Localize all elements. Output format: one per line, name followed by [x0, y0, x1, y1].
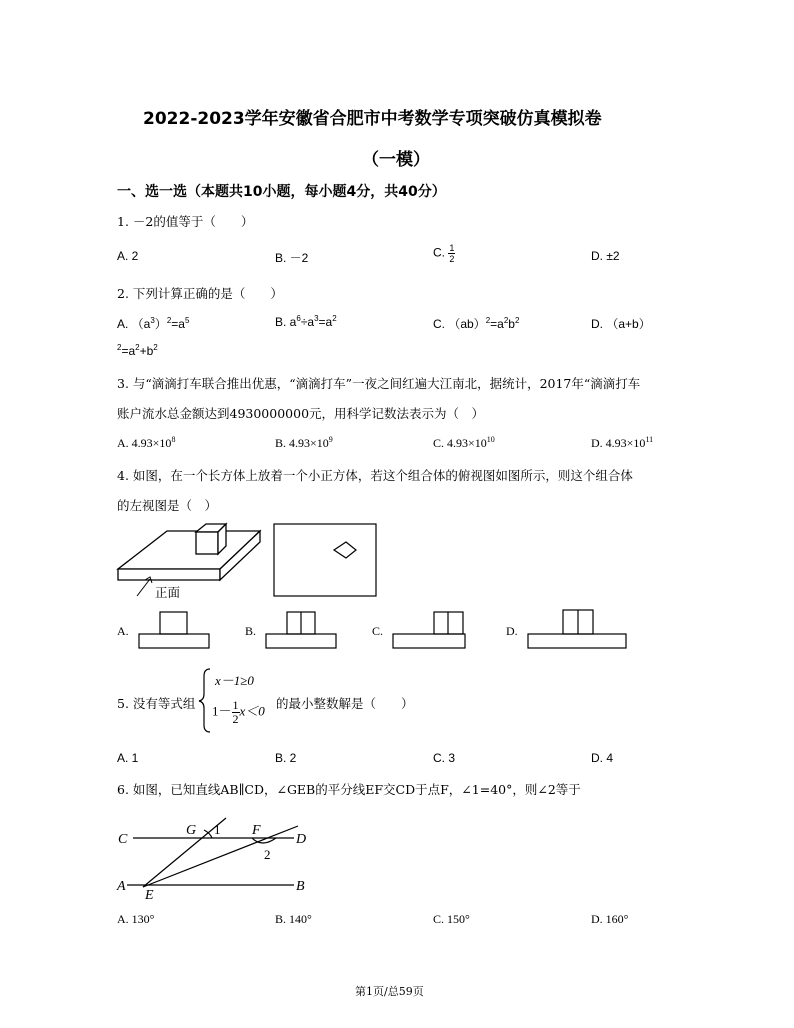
q5-option-a: A. 1	[117, 751, 139, 765]
q2-option-a: A. $(a^3)^2=a^5$	[117, 316, 190, 331]
question-5-stem-pre: 5. 没有等式组	[117, 696, 196, 711]
fraction-one-half: $\frac{1}{2}$	[449, 243, 455, 264]
q6-option-d: D. 160°	[591, 912, 629, 926]
q6-option-a: A. 130°	[117, 912, 155, 926]
label-B: B	[296, 879, 305, 894]
q5-option-b: B. 2	[275, 751, 297, 765]
q1-option-b: B. －2	[275, 251, 309, 265]
page-footer: 第1页/总59页	[355, 985, 424, 998]
q4-option-c: C.	[372, 624, 384, 638]
q1-option-a: A. 2	[117, 249, 139, 263]
q5-inequality-2: 1－ $\frac{1}{2}$ x＜0	[212, 698, 265, 726]
question-4-line-1: 4. 如图，在一个长方体上放着一个小正方体，若这个组合体的俯视图如图所示，则这个组合体	[117, 468, 633, 483]
label-angle-2: 2	[264, 847, 271, 862]
q1-option-c: C. $\frac{1}{2}$	[433, 243, 455, 264]
q4-option-a: A.	[117, 624, 129, 638]
label-A: A	[117, 879, 126, 894]
q2-option-b: B. $a^6\div a^3=a^2$	[275, 314, 337, 329]
q3-option-d: D. $4.93\times 10^{11}$	[591, 435, 654, 450]
q4-front-label: 正面	[155, 585, 181, 600]
page-subtitle: （一模）	[362, 150, 430, 170]
label-G: G	[186, 823, 197, 838]
label-angle-1: 1	[214, 822, 221, 837]
q3-option-b: B. $4.93\times 10^9$	[275, 435, 333, 450]
q2-option-c: C. $(ab)^2=a^2b^2$	[433, 316, 520, 331]
q6-option-b: B. 140°	[275, 912, 312, 926]
q5-option-d: D. 4	[591, 751, 614, 765]
question-1-stem: 1. －2的值等于（ ）	[117, 214, 254, 229]
label-E: E	[145, 888, 154, 903]
q4-option-d: D.	[506, 624, 518, 638]
question-2-stem: 2. 下列计算正确的是（ ）	[117, 286, 283, 301]
label-F: F	[252, 823, 261, 838]
q5-inequality-1: x－1≥0	[215, 673, 254, 688]
question-6-stem: 6. 如图，已知直线AB∥CD，∠GEB的平分线EF交CD于点F，∠1=40°，则∠2等于	[117, 782, 581, 797]
label-C: C	[118, 832, 128, 847]
q2-option-d: D. （a+b）	[591, 317, 651, 331]
question-3-line-1: 3. 与“滴滴打车联合推出优惠，“滴滴打车”一夜之间红遍大江南北，据统计，2017年“滴滴打车	[117, 376, 641, 391]
q1-option-d: D. ±2	[591, 249, 620, 263]
q3-option-c: C. $4.93\times 10^{10}$	[433, 435, 495, 450]
q5-option-c: C. 3	[433, 751, 456, 765]
q2-option-d-continued: $^2=a^2+b^2$	[117, 343, 158, 358]
question-4-line-2: 的左视图是（ ）	[117, 498, 218, 513]
q3-option-a: A. $4.93\times 10^8$	[117, 435, 176, 450]
q4-option-b: B.	[245, 624, 257, 638]
question-5-stem-post: 的最小整数解是（ ）	[276, 696, 414, 711]
q6-option-c: C. 150°	[433, 912, 470, 926]
label-D: D	[296, 832, 307, 847]
page-title: 2022-2023学年安徽省合肥市中考数学专项突破仿真模拟卷	[143, 109, 602, 129]
question-3-line-2: 账户流水总金额达到4930000000元，用科学记数法表示为（ ）	[117, 406, 485, 421]
section-heading: 一、选一选（本题共10小题，每小题4分，共40分）	[117, 184, 446, 200]
